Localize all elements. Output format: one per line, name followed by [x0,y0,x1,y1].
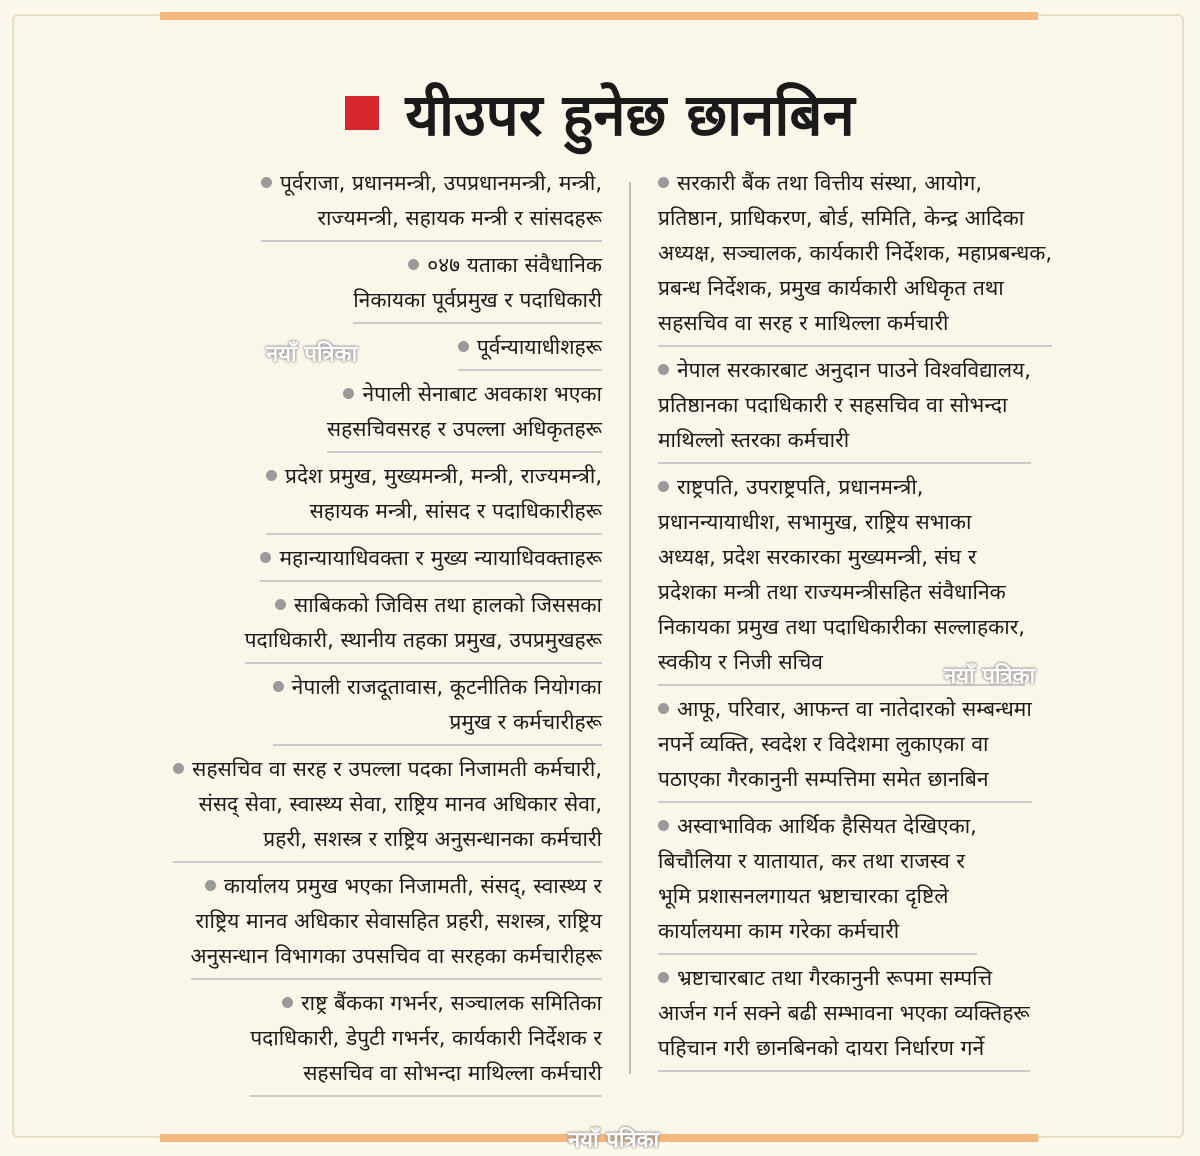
column-divider [629,182,631,1074]
list-item-text: ०४७ यताका संवैधानिक निकायका पूर्वप्रमुख र पदाधिकारी [353,248,602,324]
red-square-icon [345,96,379,130]
list-item-text: नेपाली राजदूतावास, कूटनीतिक नियोगका प्रमुख र कर्मचारीहरू [273,670,602,746]
list-item [40,986,602,1097]
list-item-text: साबिकको जिविस तथा हालको जिससका पदाधिकारी, स्थानीय तहका प्रमुख, उपप्रमुखहरू [245,588,602,664]
bullet-icon [408,259,419,270]
page-title [0,70,1200,160]
left-column [40,166,602,1103]
list-item [658,353,1158,464]
list-item [40,377,602,453]
list-item-text: पूर्वराजा, प्रधानमन्त्री, उपप्रधानमन्त्री, मन्त्री, राज्यमन्त्री, सहायक मन्त्री र सांसदहरू [261,166,602,242]
bullet-icon [458,341,469,352]
bullet-icon [658,177,669,188]
bullet-icon [261,177,272,188]
list-item-text: कार्यालय प्रमुख भएका निजामती, संसद्, स्वास्थ्य र राष्ट्रिय मानव अधिकार सेवासहित प्रहरी, सशस्त्र, राष्ट्रिय अनुसन्धान विभागका उपसचिव वा सरहका कर्मचारीहरू [191,869,602,980]
bullet-icon [275,599,286,610]
list-item-text: महान्यायाधिवक्ता र मुख्य न्यायाधिवक्ताहरू [260,541,602,582]
list-item [40,248,602,324]
list-item [658,166,1158,347]
watermark-text: नयाँ पत्रिका [266,342,358,367]
list-item [40,459,602,535]
list-item-text: नेपाल सरकारबाट अनुदान पाउने विश्वविद्यालय, प्रतिष्ठानका पदाधिकारी र सहसचिव वा सोभन्दा माथिल्लो स्तरका कर्मचारी [658,353,1031,464]
list-item-text: सहसचिव वा सरह र उपल्ला पदका निजामती कर्मचारी, संसद् सेवा, स्वास्थ्य सेवा, राष्ट्रिय मानव अधिकार सेवा, प्रहरी, सशस्त्र र राष्ट्रिय अनुसन्धानका कर्मचारी [173,752,602,863]
bullet-icon [205,880,216,891]
list-item [40,670,602,746]
list-item-text: नेपाली सेनाबाट अवकाश भएका सहसचिवसरह र उपल्ला अधिकृतहरू [327,377,602,453]
list-item-text: अस्वाभाविक आर्थिक हैसियत देखिएका, बिचौलिया र यातायात, कर तथा राजस्व र भूमि प्रशासनलगायत भ्रष्टाचारका दृष्टिले कार्यालयमा काम गरेका कर्मचारी [658,809,977,955]
list-item-text: पूर्वन्यायाधीशहरू [458,330,602,371]
list-item [658,809,1158,955]
list-item-text: प्रदेश प्रमुख, मुख्यमन्त्री, मन्त्री, राज्यमन्त्री, सहायक मन्त्री, सांसद र पदाधिकारीहरू [266,459,602,535]
bullet-icon [658,703,669,714]
bullet-icon [173,763,184,774]
top-accent-bar [160,12,1038,20]
list-item-text: आफू, परिवार, आफन्त वा नातेदारको सम्बन्धमा नपर्ने व्यक्ति, स्वदेश र विदेशमा लुकाएका वा पठाएका गैरकानुनी सम्पत्तिमा समेत छानबिन [658,692,1032,803]
bullet-icon [266,470,277,481]
list-item [658,470,1158,686]
bullet-icon [658,481,669,492]
bullet-icon [260,552,271,563]
right-column [658,166,1158,1078]
bullet-icon [343,388,354,399]
list-item-text: भ्रष्टाचारबाट तथा गैरकानुनी रूपमा सम्पत्ति आर्जन गर्न सक्ने बढी सम्भावना भएका व्यक्तिहरू पहिचान गरी छानबिनको दायरा निर्धारण गर्ने [658,961,1030,1072]
watermark-text: नयाँ पत्रिका [944,664,1036,689]
list-item [658,961,1158,1072]
bullet-icon [658,972,669,983]
list-item-text: राष्ट्र बैंकका गभर्नर, सञ्चालक समितिका पदाधिकारी, डेपुटी गभर्नर, कार्यकारी निर्देशक र सहसचिव वा सोभन्दा माथिल्ला कर्मचारी [250,986,602,1097]
list-item [658,692,1158,803]
bullet-icon [658,820,669,831]
list-item-text: राष्ट्रपति, उपराष्ट्रपति, प्रधानमन्त्री, प्रधानन्यायाधीश, सभामुख, राष्ट्रिय सभाका अध्यक्ष, प्रदेश सरकारका मुख्यमन्त्री, संघ र प्रदेशका मन्त्री तथा राज्यमन्त्रीसहित संवैधानिक निकायका प्रमुख तथा पदाधिकारीका सल्लाहकार, स्वकीय र निजी सचिव [658,470,1025,686]
watermark-text: नयाँ पत्रिका [568,1128,660,1153]
bullet-icon [273,681,284,692]
list-item [40,588,602,664]
bullet-icon [282,997,293,1008]
list-item [40,166,602,242]
list-item [40,752,602,863]
list-item-text: सरकारी बैंक तथा वित्तीय संस्था, आयोग, प्रतिष्ठान, प्राधिकरण, बोर्ड, समिति, केन्द्र आदिका अध्यक्ष, सञ्चालक, कार्यकारी निर्देशक, महाप्रबन्धक, प्रबन्ध निर्देशक, प्रमुख कार्यकारी अधिकृत तथा सहसचिव वा सरह र माथिल्ला कर्मचारी [658,166,1052,347]
title-text: यीउपर हुनेछ छानबिन [405,81,855,149]
list-item [40,869,602,980]
bullet-icon [658,364,669,375]
list-item [40,541,602,582]
